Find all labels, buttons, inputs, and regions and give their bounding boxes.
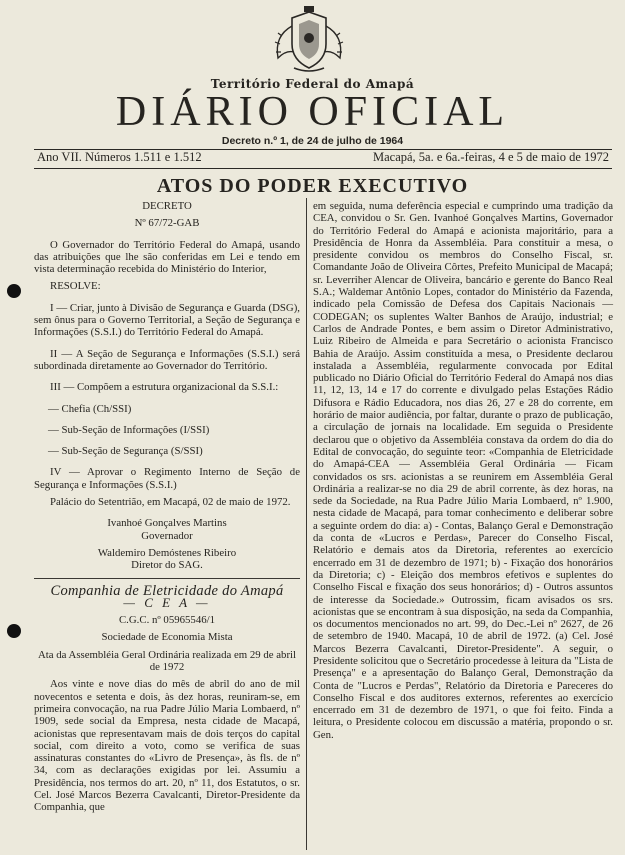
company-abbreviation: — C E A — (123, 594, 211, 610)
decree-number: Nº 67/72-GAB (134, 217, 200, 230)
punch-hole (7, 284, 21, 298)
decree-item-4: IV — Aprovar o Regimento Interno de Seção de Segurança e Informações (S.S.I.) (34, 466, 300, 491)
issue-number: Ano VII. Números 1.511 e 1.512 (37, 150, 202, 164)
company-name: Companhia de Eletricidade do Amapá (50, 582, 284, 599)
minutes-body-left: Aos vinte e nove dias do mês de abril do ano de mil novecentos e setenta e dois, às dez horas, reuniram-se, em primeira convocação, na rua Padre Júlio Maria Lombaerd, nº 1909, sede social da Empresa, nesta cidade de Macapá, acionistas que representavam mais de dois terços do capital social, com direito a voto, como se verifica de suas assinaturas constantes do «Livro de Presença», às fls. de nº 34, com as declarações exigidas por lei. Assumiu a Presidência, nos termos do art. 20, nº 11, dos Estatutos, o sr. Cel. José Marcos Bezerra Cavalcanti, Diretor-Presidente da Companhia, que (34, 678, 300, 814)
decree-line: Decreto n.º 1, de 24 de julho de 1964 (221, 135, 404, 147)
publication-title: DIÁRIO OFICIAL (115, 89, 510, 135)
company-type: Sociedade de Economia Mista (101, 631, 233, 644)
signer-1-role: Governador (141, 529, 193, 542)
issue-date: Macapá, 5a. e 6a.-feiras, 4 e 5 de maio de 1972 (372, 150, 609, 164)
minutes-body-right: em seguida, numa deferência especial e cumprindo uma tradição da CEA, convidou o Sr. Gen. Ivanhoé Gonçalves Martins, Governador do Território Federal do Amapá e acionista majoritário, para a Presidência de Honra da Assembléia. Para constituir a mesa, o presidente convidou os membros do Conselho Fiscal, sr. Comandante João de Oliveira Côrtes, Prefeito Municipal de Macapá; sr. Leverriher Alencar de Oliveira, bancário e gerente do Banco Real S.A.; Waldemar Antônio Lopes, contador do Ministério da Fazenda, indicado pela Comissão de Defesa dos Capitais Nacionais — CODEGAN; os suplentes Walter Banhos de Araújo, industrial; e Carlos de Andrade Pontes, e bem assim o Diretor Administrativo, Luiz Ribeiro de Almeida e para Secretário o acionista Francisco Bahia de Araújo. Assim constituída a mesa, o Presidente declarou instalada a Assembléia, regularmente convocada por Edital publicado no Diário Oficial do Território Federal do Amapá nos dias 11, 12, 13, 14 e 17 do corrente e divulgado pelas Estações Rádio Difusora e Rádio Educadora, nos dias 26, 27 e 28 do corrente, em horário de maior audiência, por faltar, durante o prazo de publicação, a circulação de jornais na localidade. Em seguida o Presidente declarou que o objetivo da Assembléia constava da ordem do dia do Edital de convocação, do seguinte teor: «Companhia de Eletricidade do Amapá-CEA — Assembléia Geral Ordinária — Ficam convidados os srs. acionistas a se reunirem em Assembléia Geral Ordinária a realizar-se no dia 29 de abril corrente, às dez horas, na sede da Sociedade, na Rua Padre Júlio Maria Lombaerd, nº 1.900, nesta cidade de Macapá, para tomar conhecimento e deliberar sobre a seguinte ordem do dia: a) - Contas, Balanço Geral e Demonstração da conta de «Lucros e Perdas», Parecer do Conselho Fiscal, Relatório e demais atos da Diretoria, referentes ao exercício encerrado em 31 de dezembro de 1971; b) - Fixação dos honorários da Diretoria; c) - Eleição dos membros efetivos e suplentes do Conselho Fiscal e fixação dos seus honorários; d) - Outros assuntos de interesse da Sociedade.» Outrossim, ficam avisados os srs. acionistas que se encontram à sua disposição, na seda da Companhia, os documentos mencionados no art. 99, do Dec.-Lei nº 2627, de 26 de setembro de 1940. Macapá, 10 de abril de 1972. (a) Cel. José Marcos Bezerra Cavalcanti, Diretor-Presidente". A seguir, o Presidente solicitou que o Secretário procedesse à leitura da "Lista de Presença" e a apresentação do Balanço Geral, Demonstração da Conta de "Lucros e Perdas", Relatório da Diretoria e Pareceres do Conselho Fiscal e dos auditores externos, referentes ao exercício encerrado em 31 de dezembro de 1971, o que foi feito. Finda a leitura, o Presidente colocou em discussão a matéria, propondo o sr. Gen. (313, 200, 614, 741)
decree-heading: DECRETO (142, 200, 192, 212)
signer-2-name: Waldemiro Demóstenes Ribeiro (97, 546, 237, 559)
decree-item-3: III — Compõem a estrutura organizacional da S.S.I.: (50, 381, 279, 394)
left-column (34, 200, 300, 814)
company-cgc: C.G.C. nº 05965546/1 (118, 614, 216, 627)
coat-of-arms-emblem (264, 6, 354, 76)
header-rule-bottom (34, 168, 612, 169)
decree-resolve: RESOLVE: (50, 280, 101, 293)
decree-sub-2: — Sub-Seção de Informações (I/SSI) (48, 423, 210, 436)
decree-item-1: I — Criar, junto à Divisão de Segurança e Guarda (DSG), sem ônus para o Governo Territorial, a Seção de Segurança e Informações (S.S.I.) do Território Federal do Amapá. (34, 301, 300, 339)
decree-item-2: II — A Seção de Segurança e Informações (S.S.I.) será subordinada diretamente ao Governador do Território. (34, 347, 300, 372)
signer-1-name: Ivanhoé Gonçalves Martins (107, 517, 227, 530)
decree-intro: O Governador do Território Federal do Amapá, usando das atribuições que lhe são conferidas em Lei e tendo em vista determinação recebida do Ministério do Interior, (34, 238, 300, 276)
decree-sub-1: — Chefia (Ch/SSI) (48, 402, 132, 415)
minutes-title: Ata da Assembléia Geral Ordinária realizada em 29 de abril de 1972 (37, 648, 297, 674)
section-title: ATOS DO PODER EXECUTIVO (156, 175, 469, 197)
decree-closing: Palácio do Setentrião, em Macapá, 02 de maio de 1972. (50, 496, 291, 509)
punch-hole (7, 624, 21, 638)
territory-name: Território Federal do Amapá (210, 77, 415, 91)
column-divider (306, 198, 307, 850)
decree-sub-3: — Sub-Seção de Segurança (S/SSI) (48, 445, 203, 458)
section-separator (34, 578, 300, 579)
right-column (313, 200, 613, 741)
signer-2-role: Diretor do SAG. (131, 559, 203, 572)
